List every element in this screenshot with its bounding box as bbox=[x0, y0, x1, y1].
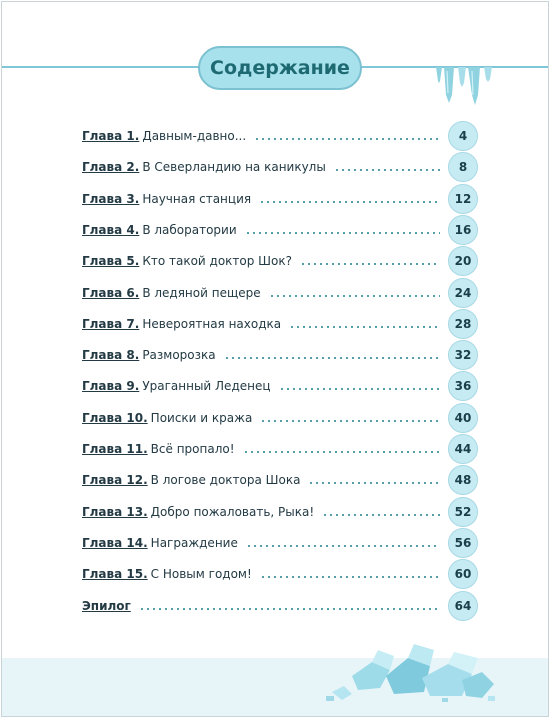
chapter-title: Ураганный Леденец bbox=[142, 379, 271, 394]
chapter-number: Глава 5. bbox=[82, 254, 140, 269]
toc-entry-text bbox=[82, 254, 292, 268]
toc-entry-text bbox=[82, 192, 251, 206]
toc-entry-text bbox=[82, 379, 271, 393]
dot-leader bbox=[289, 326, 440, 328]
page-number-badge: 12 bbox=[448, 184, 478, 214]
page-number-badge: 64 bbox=[448, 591, 478, 621]
chapter-title: Разморозка bbox=[142, 348, 216, 363]
page-number-badge: 16 bbox=[448, 215, 478, 245]
chapter-title: В лаборатории bbox=[142, 222, 237, 237]
toc-entry-text bbox=[82, 223, 237, 237]
dot-leader bbox=[254, 138, 440, 140]
chapter-title: В ледяной пещере bbox=[142, 285, 261, 300]
ice-blocks-icon bbox=[322, 636, 502, 706]
page-number-badge: 44 bbox=[448, 434, 478, 464]
page-number-badge: 48 bbox=[448, 465, 478, 495]
dot-leader bbox=[246, 545, 440, 547]
dot-leader bbox=[260, 420, 440, 422]
chapter-number: Глава 13. bbox=[82, 504, 148, 519]
chapter-title: Невероятная находка bbox=[142, 316, 282, 331]
page-number-badge: 36 bbox=[448, 371, 478, 401]
chapter-number: Глава 12. bbox=[82, 473, 148, 488]
chapter-number: Глава 15. bbox=[82, 567, 148, 582]
dot-leader bbox=[245, 232, 440, 234]
dot-leader bbox=[334, 169, 440, 171]
chapter-number: Глава 2. bbox=[82, 160, 140, 175]
page-number-badge: 28 bbox=[448, 309, 478, 339]
toc-entry[interactable] bbox=[82, 281, 478, 305]
page-number-badge: 40 bbox=[448, 403, 478, 433]
toc-entry[interactable] bbox=[82, 531, 478, 555]
toc-entry[interactable] bbox=[82, 374, 478, 398]
toc-entry-text bbox=[82, 286, 261, 300]
toc-entry-text bbox=[82, 505, 314, 519]
toc-entry-text bbox=[82, 567, 252, 581]
chapter-number: Глава 11. bbox=[82, 442, 148, 456]
chapter-title: Давным-давно... bbox=[142, 129, 247, 143]
dot-leader bbox=[259, 201, 440, 203]
toc-entry-text bbox=[82, 348, 216, 362]
toc-entry-text bbox=[82, 129, 246, 143]
toc-entry[interactable] bbox=[82, 312, 478, 336]
chapter-title: Всё пропало! bbox=[150, 442, 235, 456]
toc-entry[interactable] bbox=[82, 249, 478, 273]
page-number-badge: 56 bbox=[448, 528, 478, 558]
toc-page bbox=[1, 1, 549, 717]
toc-entry[interactable] bbox=[82, 343, 478, 367]
chapter-number: Глава 10. bbox=[82, 410, 148, 425]
dot-leader bbox=[279, 388, 440, 390]
dot-leader bbox=[300, 263, 440, 265]
chapter-title: Кто такой доктор Шок? bbox=[142, 254, 292, 269]
chapter-number: Глава 1. bbox=[82, 129, 140, 143]
chapter-title: Научная станция bbox=[142, 191, 252, 206]
chapter-number: Глава 7. bbox=[82, 316, 140, 331]
toc-entry[interactable] bbox=[82, 187, 478, 211]
toc-entry[interactable] bbox=[82, 124, 478, 148]
page-number-badge: 20 bbox=[448, 246, 478, 276]
dot-leader bbox=[139, 608, 440, 610]
chapter-title: Добро пожаловать, Рыка! bbox=[150, 504, 315, 519]
toc-entry[interactable] bbox=[82, 406, 478, 430]
toc-entry[interactable] bbox=[82, 437, 478, 461]
page-number-badge: 8 bbox=[448, 152, 478, 182]
page-number-badge: 32 bbox=[448, 340, 478, 370]
chapter-number: Глава 6. bbox=[82, 285, 140, 300]
page-number-badge: 60 bbox=[448, 559, 478, 589]
toc-entry-text bbox=[82, 473, 300, 487]
dot-leader bbox=[243, 451, 440, 453]
chapter-title: С Новым годом! bbox=[150, 567, 252, 582]
page-number-badge: 4 bbox=[448, 121, 478, 151]
toc-entry[interactable] bbox=[82, 155, 478, 179]
page-title: Содержание bbox=[198, 46, 362, 90]
dot-leader bbox=[224, 357, 440, 359]
chapter-number: Глава 8. bbox=[82, 348, 140, 363]
chapter-number: Глава 9. bbox=[82, 379, 140, 394]
dot-leader bbox=[260, 576, 440, 578]
toc-entry[interactable] bbox=[82, 468, 478, 492]
chapter-number: Глава 4. bbox=[82, 222, 140, 237]
toc-entry[interactable] bbox=[82, 594, 478, 618]
chapter-title: Награждение bbox=[150, 535, 238, 550]
chapter-number: Глава 14. bbox=[82, 535, 148, 550]
toc-entry-text bbox=[82, 536, 238, 550]
dot-leader bbox=[269, 295, 440, 297]
chapter-title: В Северландию на каникулы bbox=[142, 160, 326, 175]
toc-entry[interactable] bbox=[82, 562, 478, 586]
dot-leader bbox=[322, 514, 440, 516]
page-number-badge: 52 bbox=[448, 497, 478, 527]
chapter-title: В логове доктора Шока bbox=[150, 473, 301, 488]
chapter-number: Эпилог bbox=[82, 598, 131, 613]
chapter-title: Поиски и кража bbox=[150, 410, 253, 425]
toc-entry-text bbox=[82, 411, 252, 425]
toc-entry-text bbox=[82, 599, 131, 613]
table-of-contents bbox=[2, 2, 549, 717]
toc-entry-text bbox=[82, 317, 281, 331]
toc-entry[interactable] bbox=[82, 500, 478, 524]
toc-entry-text bbox=[82, 160, 326, 174]
dot-leader bbox=[308, 482, 440, 484]
toc-entry[interactable] bbox=[82, 218, 478, 242]
toc-entry-text bbox=[82, 442, 235, 456]
chapter-number: Глава 3. bbox=[82, 191, 140, 206]
page-number-badge: 24 bbox=[448, 278, 478, 308]
